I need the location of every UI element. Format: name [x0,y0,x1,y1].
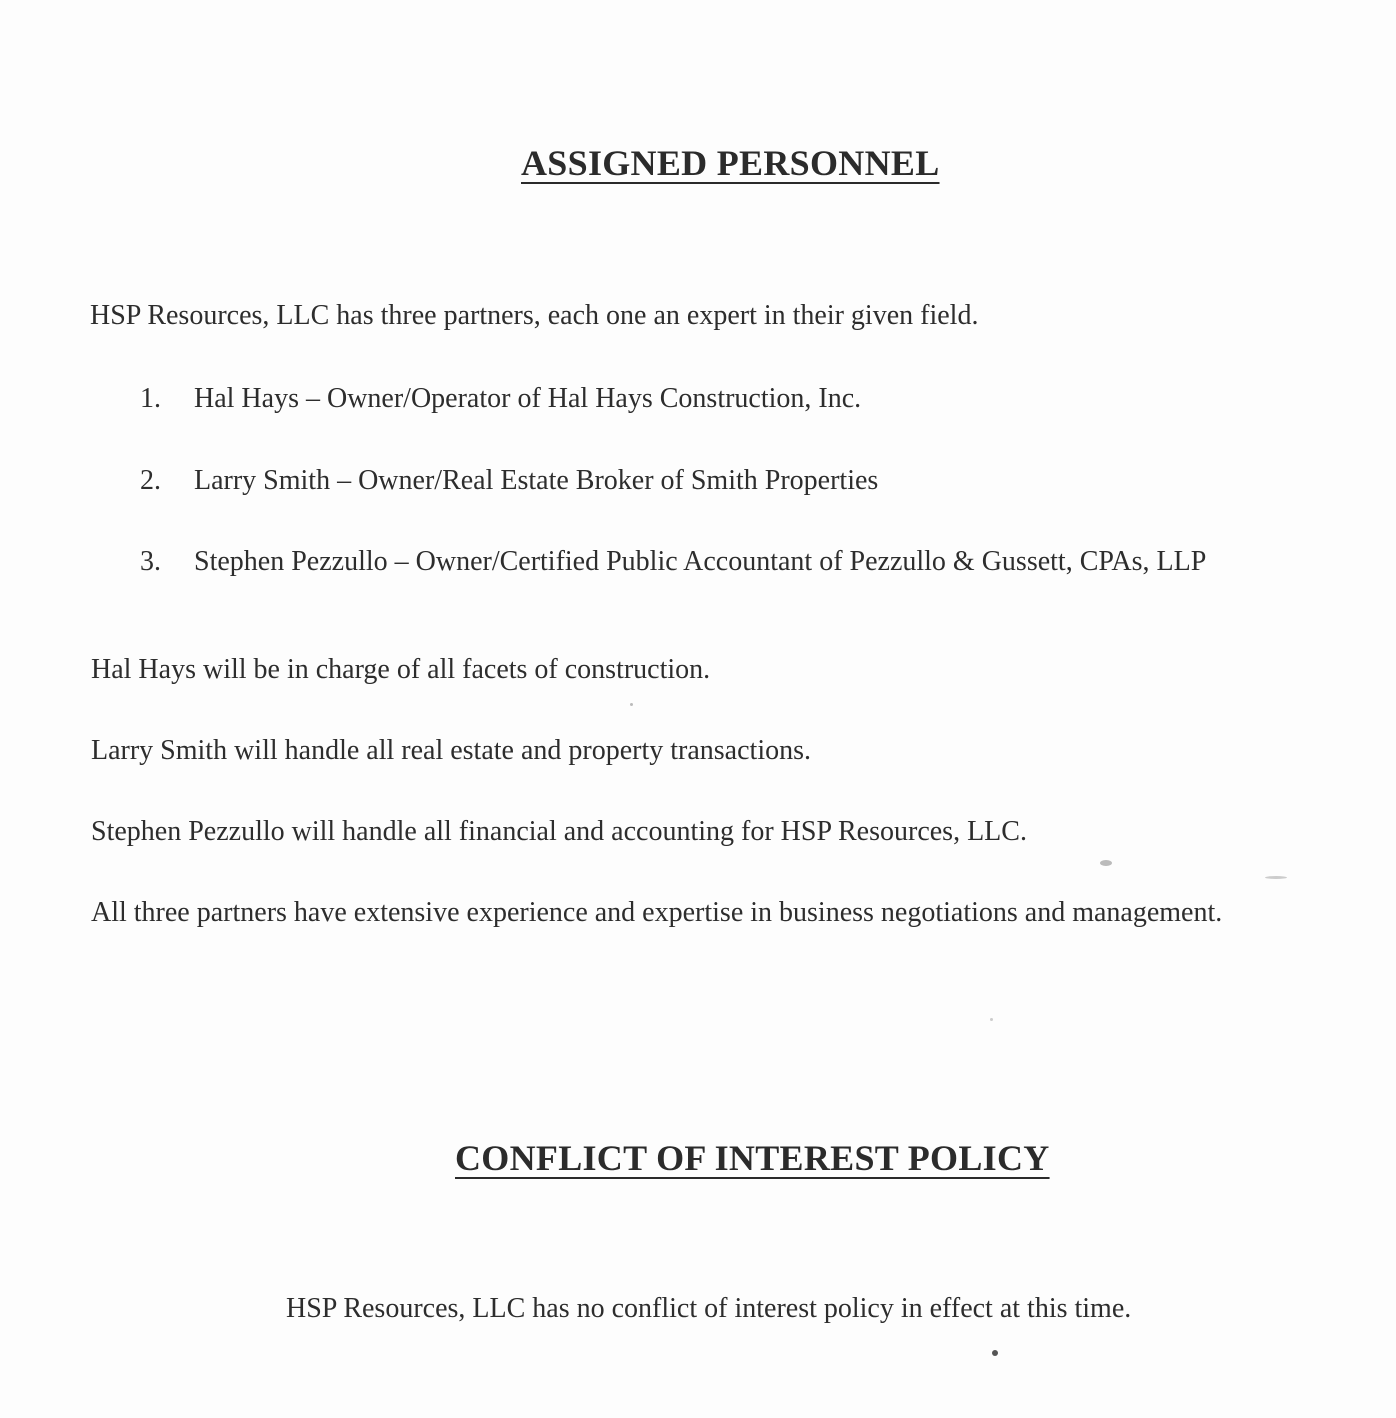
scan-speck [1100,860,1112,866]
heading-assigned-personnel [521,142,940,184]
partner-list-item [140,546,1206,578]
heading-conflict-of-interest-text: CONFLICT OF INTEREST POLICY [455,1138,1050,1178]
partner-list-item [140,383,861,415]
role-statement: Larry Smith will handle all real estate and property transactions. [91,735,811,766]
role-statement: All three partners have extensive experience and expertise in business negotiations and management. [91,897,1223,928]
list-number: 3. [140,546,161,577]
list-number: 1. [140,383,161,414]
role-statement: Stephen Pezzullo will handle all financial and accounting for HSP Resources, LLC. [91,816,1027,847]
partner-list-item [140,465,878,497]
partners-intro: HSP Resources, LLC has three partners, each one an expert in their given field. [90,300,979,331]
scan-speck [630,703,633,706]
partner-description: Hal Hays – Owner/Operator of Hal Hays Construction, Inc. [194,383,862,414]
scan-speck [992,1350,998,1356]
heading-conflict-of-interest [455,1137,1050,1179]
conflict-policy-statement: HSP Resources, LLC has no conflict of interest policy in effect at this time. [286,1293,1132,1324]
heading-assigned-personnel-text: ASSIGNED PERSONNEL [521,143,940,183]
list-number: 2. [140,465,161,496]
partner-description: Larry Smith – Owner/Real Estate Broker of Smith Properties [194,465,879,496]
partner-description: Stephen Pezzullo – Owner/Certified Public Accountant of Pezzullo & Gussett, CPAs, LLP [194,546,1207,577]
scan-speck [990,1018,993,1021]
scan-speck [1265,876,1287,879]
role-statement: Hal Hays will be in charge of all facets of construction. [91,654,711,685]
